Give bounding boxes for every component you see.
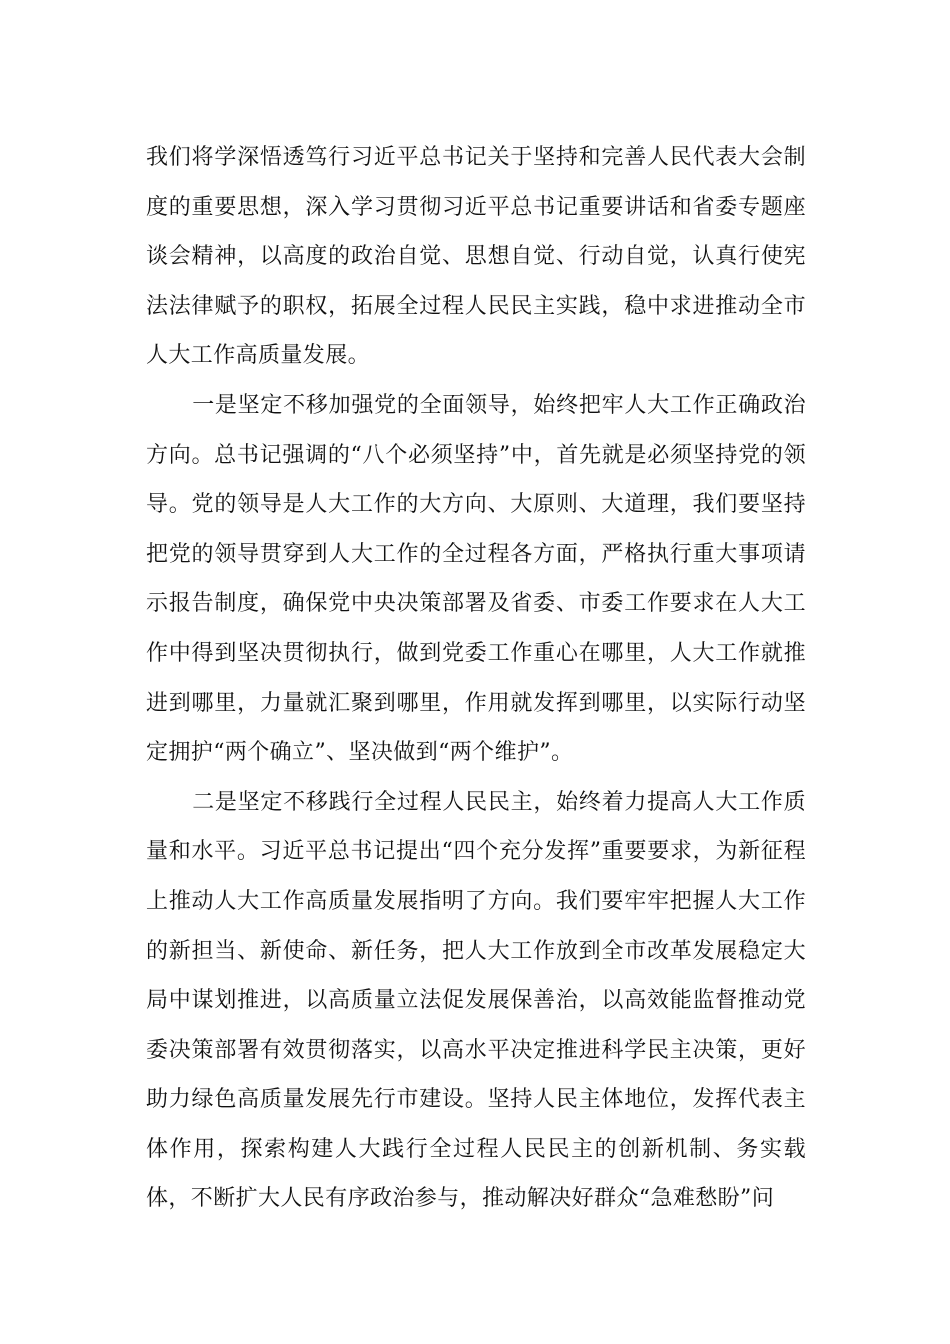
paragraph-intro: 我们将学深悟透笃行习近平总书记关于坚持和完善人民代表大会制度的重要思想，深入学习贯彻习近平总书记重要讲话和省委专题座谈会精神，以高度的政治自觉、思想自觉、行动自觉，认真行使宪法法律赋予的职权，拓展全过程人民民主实践，稳中求进推动全市人大工作高质量发展。 <box>146 145 806 369</box>
paragraph-point-one: 一是坚定不移加强党的全面领导，始终把牢人大工作正确政治方向。总书记强调的“八个必须坚持”中，首先就是必须坚持党的领导。党的领导是人大工作的大方向、大原则、大道理，我们要坚持把党的领导贯穿到人大工作的全过程各方面，严格执行重大事项请示报告制度，确保党中央决策部署及省委、市委工作要求在人大工作中得到坚决贯彻执行，做到党委工作重心在哪里，人大工作就推进到哪里，力量就汇聚到哪里，作用就发挥到哪里，以实际行动坚定拥护“两个确立”、坚决做到“两个维护”。 <box>146 392 806 766</box>
paragraph-point-two: 二是坚定不移践行全过程人民民主，始终着力提高人大工作质量和水平。习近平总书记提出“四个充分发挥”重要要求，为新征程上推动人大工作高质量发展指明了方向。我们要牢牢把握人大工作的新担当、新使命、新任务，把人大工作放到全市改革发展稳定大局中谋划推进，以高质量立法促发展保善治，以高效能监督推动党委决策部署有效贯彻落实，以高水平决定推进科学民主决策，更好助力绿色高质量发展先行市建设。坚持人民主体地位，发挥代表主体作用，探索构建人大践行全过程人民民主的创新机制、务实载体，不断扩大人民有序政治参与，推动解决好群众“急难愁盼”问 <box>146 789 806 1212</box>
body-text <box>146 133 806 1224</box>
